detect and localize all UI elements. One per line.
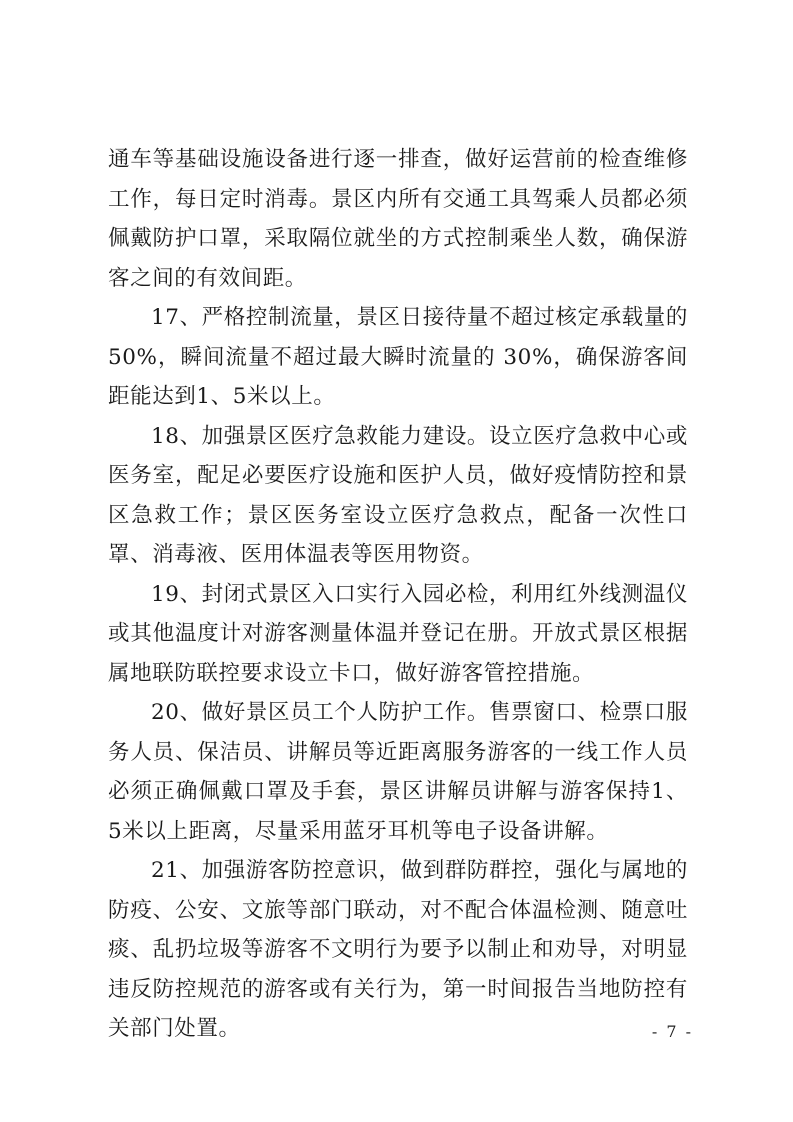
- document-body: [108, 140, 688, 1049]
- paragraph-item-20: 20、做好景区员工个人防护工作。售票窗口、检票口服务人员、保洁员、讲解员等近距离服务游客的一线工作人员必须正确佩戴口罩及手套，景区讲解员讲解与游客保持1、5米以上距离，尽量采用蓝牙耳机等电子设备讲解。: [108, 700, 688, 844]
- paragraph-item-17: 17、严格控制流量，景区日接待量不超过核定承载量的50%，瞬间流量不超过最大瞬时流量的 30%，确保游客间距能达到1、5米以上。: [108, 305, 688, 409]
- paragraph-item-19: 19、封闭式景区入口实行入园必检，利用红外线测温仪或其他温度计对游客测量体温并登记在册。开放式景区根据属地联防联控要求设立卡口，做好游客管控措施。: [108, 581, 688, 686]
- paragraph-item-21: 21、加强游客防控意识，做到群防群控，强化与属地的防疫、公安、文旅等部门联动，对不配合体温检测、随意吐痰、乱扔垃圾等游客不文明行为要予以制止和劝导，对明显违反防控规范的游客或有关行为，第一时间报告当地防控有关部门处置。: [108, 858, 688, 1041]
- paragraph-item-18: 18、加强景区医疗急救能力建设。设立医疗急救中心或医务室，配足必要医疗设施和医护人员，做好疫情防控和景区急救工作；景区医务室设立医疗急救点，配备一次性口罩、消毒液、医用体温表等医用物资。: [108, 423, 688, 567]
- paragraph-continued: 通车等基础设施设备进行逐一排查，做好运营前的检查维修工作，每日定时消毒。景区内所有交通工具驾乘人员都必须佩戴防护口罩，采取隔位就坐的方式控制乘坐人数，确保游客之间的有效间距。: [108, 147, 688, 291]
- page-number: - 7 -: [651, 1022, 693, 1041]
